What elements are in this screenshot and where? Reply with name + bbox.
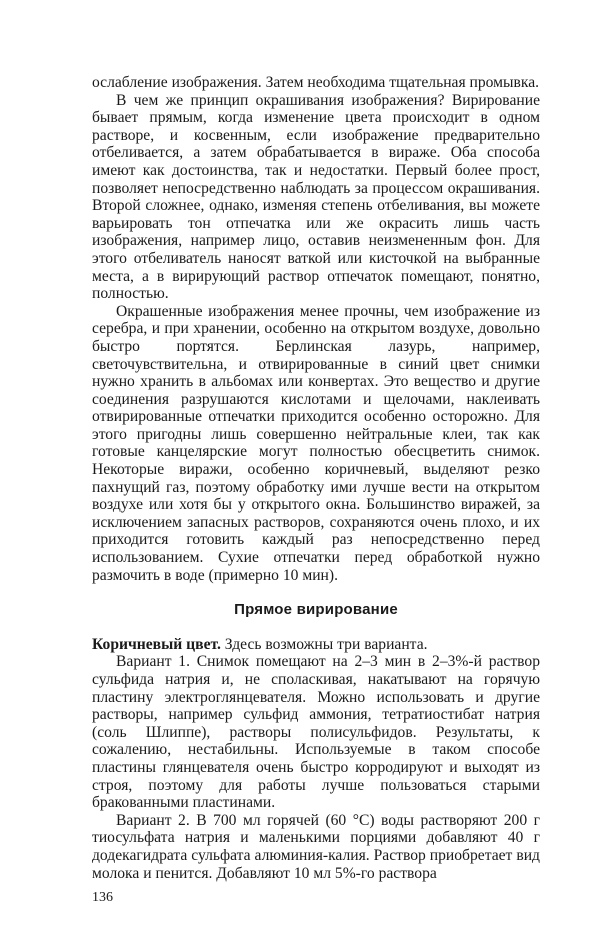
page-text [92,74,540,882]
paragraph-4-rest: Здесь возможны три варианта. [220,635,428,653]
paragraph-2: В чем же принцип окрашивания изображения? Вирирование бывает прямым, когда изменение цвета происходит в одном растворе, и косвенным, если изображение предварительно отбеливается, а затем обрабатывается в вираже. Оба способа имеют как достоинства, так и недостатки. Первый более прост, позволяет непосредственно наблюдать за процессом окрашивания. Второй сложнее, однако, изменяя степень отбеливания, вы можете варьировать тон отпечатка или же окрасить лишь часть изображения, например лицо, оставив неизмененным фон. Для этого отбеливатель наносят ваткой или кисточкой на выбранные места, а в вирирующий раствор отпечаток помещают, понятно, полностью. [92,91,540,303]
paragraph-4-lead: Коричневый цвет. [92,635,221,653]
paragraph-4 [92,636,540,654]
paragraph-5: Вариант 1. Снимок помещают на 2–3 мин в 2–3%-й раствор сульфида натрия и, не споласкивая, накатывают на горячую пластину электроглянцевателя. Можно использовать и другие растворы, например сульфид аммония, тетратиостибат натрия (соль Шлиппе), растворы полисульфидов. Результаты, к сожалению, нестабильны. Используемые в таком способе пластины глянцевателя очень быстро корродируют и выходят из строя, поэтому для работы лучше пользоваться старыми бракованными пластинами. [92,653,540,812]
paragraph-3: Окрашенные изображения менее прочны, чем изображение из серебра, и при хранении, особенно на открытом воздухе, довольно быстро портятся. Берлинская лазурь, например, светочувствительна, и отвирированные в синий цвет снимки нужно хранить в альбомах или конвертах. Это вещество и другие соединения разрушаются кислотами и щелочами, наклеивать отвирированные отпечатки приходится особенно осторожно. Для этого пригодны лишь совершенно нейтральные клеи, так как готовые канцелярские могут полностью обесцветить снимок. Некоторые виражи, особенно коричневый, выделяют резко пахнущий газ, поэтому обработку ими лучше вести на открытом воздухе или хотя бы у открытого окна. Большинство виражей, за исключением запасных растворов, сохраняются очень плохо, и их приходится готовить каждый раз непосредственно перед использованием. Сухие отпечатки перед обработкой нужно размочить в воде (примерно 10 мин). [92,302,540,584]
section-heading: Прямое вирирование [234,601,398,619]
paragraph-6: Вариант 2. В 700 мл горячей (60 °С) воды растворяют 200 г тиосульфата натрия и маленькими порциями добавляют 40 г додекагидрата сульфата алюминия-калия. Раствор приобретает вид молока и пенится. Добавляют 10 мл 5%-го раствора [92,811,540,882]
paragraph-1: ослабление изображения. Затем необходима тщательная промывка. [92,74,540,91]
page-number: 136 [92,890,113,905]
